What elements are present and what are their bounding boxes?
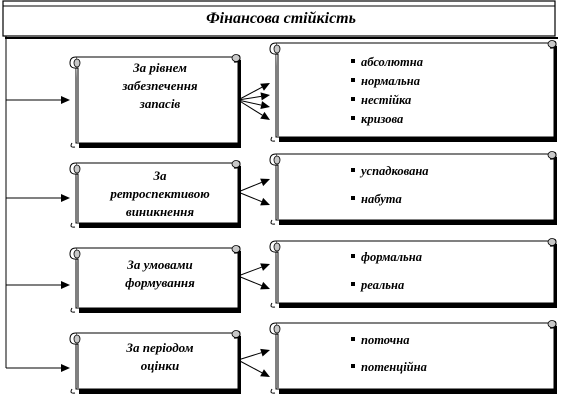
items-scroll-4-left-curl-icon [274,325,280,333]
item-label-2-1: успадкована [361,164,429,178]
items-scroll-3-left-curl-icon [274,243,280,251]
branch-arrow-1-head-icon [61,96,70,104]
category-label-3-line-1: За умовами [127,257,193,272]
category-scroll-2-curl-icon [232,161,240,168]
category-scroll-4-bottom-roll [71,389,75,393]
category-scroll-3-curl-icon [232,246,240,253]
category-label-4-line-1: За періодом [126,340,194,355]
items-scroll-3 [270,239,557,309]
category-label-1-line-3: запасів [139,96,181,111]
category-label-4-line-2: оцінки [140,358,180,373]
item-label-3-2: реальна [361,278,405,292]
items-scroll-3-curl-icon [548,239,556,246]
category-scroll-2-bottom-roll [71,223,75,227]
fan-arrow-3-2 [238,276,270,289]
category-label-3-line-2: формування [125,275,195,290]
item-label-3-1: формальна [361,250,422,264]
category-label-2-line-1: За [153,168,167,183]
items-scroll-4 [270,321,557,395]
diagram-title: Фінансова стійкість [206,10,356,27]
item-label-4-2: потенційна [361,360,427,374]
square-bullet-icon [351,97,355,101]
item-label-1-2: нормальна [361,74,420,88]
fan-arrow-3-1 [238,263,270,276]
square-bullet-icon [351,364,355,368]
fan-arrow-1-4-head-icon [260,112,270,120]
square-bullet-icon [351,196,355,200]
category-scroll-3-left-curl-icon [74,250,80,258]
square-bullet-icon [351,337,355,341]
fan-arrow-4-2 [238,360,270,377]
category-scroll-1-bottom-roll [71,143,75,147]
category-scroll-3-bottom-roll [71,308,75,312]
fan-arrow-4-1-shaft [238,353,261,360]
square-bullet-icon [351,116,355,120]
fan-arrow-3-1-shaft [238,267,262,276]
items-scroll-2-left-curl-icon [274,156,280,164]
items-scroll-3-bottom-roll [271,303,275,307]
branch-arrow-3-head-icon [61,281,70,289]
items-scroll-1-bottom-roll [271,137,275,141]
item-label-4-1: поточна [361,333,410,347]
fan-arrow-3-2-shaft [238,276,262,286]
branch-arrow-3 [6,281,70,289]
square-bullet-icon [351,59,355,63]
items-scroll-4-curl-icon [548,321,556,328]
category-label-2-line-2: ретроспективою [110,186,210,201]
items-scroll-4-body [276,323,554,389]
branch-arrow-4-head-icon [61,364,70,372]
item-label-2-2: набута [361,192,402,206]
fan-arrow-1-2 [238,92,270,100]
fan-arrow-1-3 [238,100,270,109]
items-scroll-1-left-curl-icon [274,45,280,53]
items-scroll-2-curl-icon [548,152,556,159]
category-scroll-1-left-curl-icon [74,59,80,67]
item-label-1-3: нестійка [361,93,412,107]
category-scroll-1-curl-icon [232,55,240,62]
fan-arrow-1-3-head-icon [260,101,270,109]
category-label-1-line-2: забезпечення [122,78,198,93]
category-scroll-1 [70,55,241,149]
title-box-shadow [5,37,558,39]
fan-arrow-4-1 [238,349,270,360]
square-bullet-icon [351,282,355,286]
fan-arrow-3-1-head-icon [260,263,270,270]
title-box [3,1,558,39]
items-scroll-1-curl-icon [548,41,556,48]
category-scroll-3 [70,246,241,314]
items-scroll-2-bottom-roll [271,220,275,224]
category-scroll-4 [70,331,241,395]
category-label-1-line-1: За рівнем [133,60,187,75]
fan-arrow-2-2 [238,192,270,205]
category-scroll-4-curl-icon [232,331,240,338]
items-scroll-2 [270,152,557,226]
items-scroll-1 [270,41,557,143]
square-bullet-icon [351,78,355,82]
category-scroll-4-left-curl-icon [74,335,80,343]
category-scroll-2 [70,161,241,229]
item-label-1-4: кризова [361,112,404,126]
square-bullet-icon [351,168,355,172]
fan-arrow-1-2-head-icon [260,92,270,100]
item-label-1-1: абсолютна [361,55,423,69]
category-scroll-2-left-curl-icon [74,165,80,173]
fan-arrow-4-2-shaft [238,360,262,373]
square-bullet-icon [351,254,355,258]
fan-arrow-2-1-shaft [238,182,262,192]
fan-arrow-2-1 [238,179,270,192]
branch-arrow-1 [6,96,70,104]
branch-arrow-2-head-icon [61,194,70,202]
category-label-2-line-3: виникнення [125,204,195,219]
items-scroll-4-bottom-roll [271,389,275,393]
branch-arrow-4 [6,364,70,372]
branch-arrow-2 [6,194,70,202]
fan-arrow-2-2-shaft [238,192,262,202]
fan-arrow-4-1-head-icon [260,349,270,357]
